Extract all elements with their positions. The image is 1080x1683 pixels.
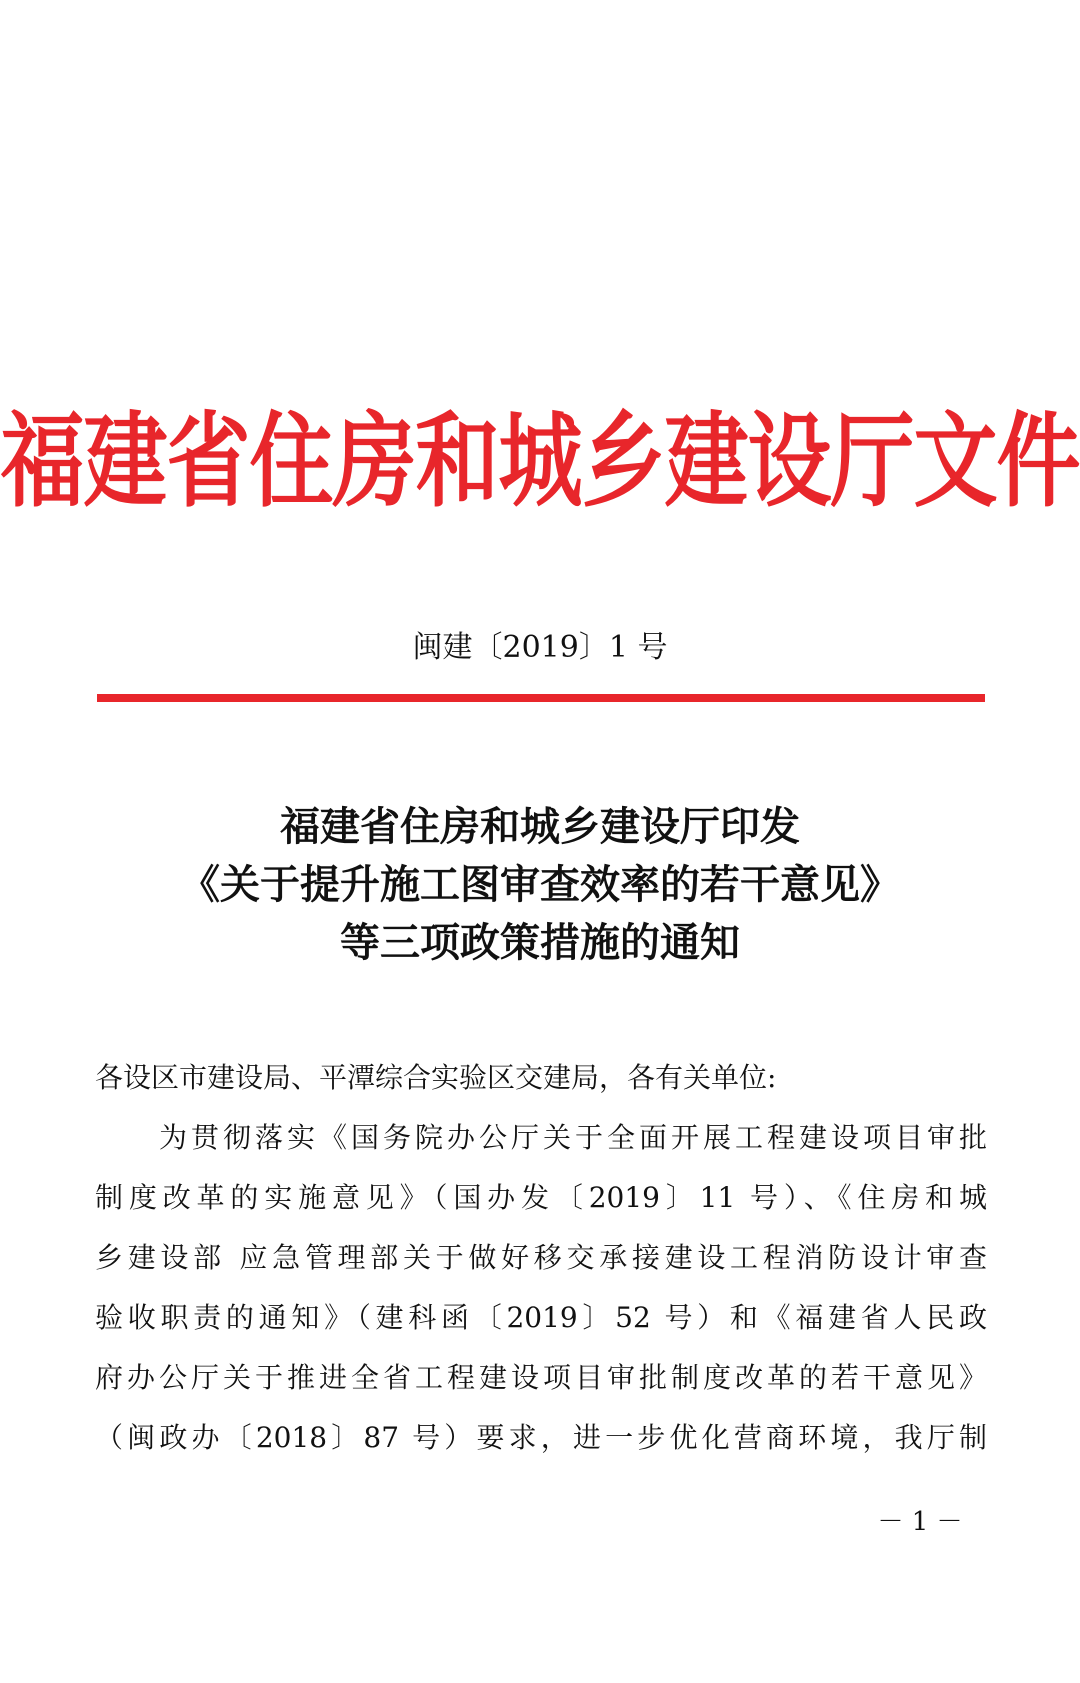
body-text	[95, 1048, 987, 1468]
title-line-2: 《关于提升施工图审查效率的若干意见》	[180, 861, 900, 908]
body-line: 为贯彻落实《国务院办公厅关于全面开展工程建设项目审批	[159, 1121, 987, 1154]
notice-title	[0, 798, 1080, 972]
title-line-1: 福建省住房和城乡建设厅印发	[280, 803, 800, 850]
document-number: 闽建〔2019〕1 号	[412, 630, 668, 665]
title-line-3: 等三项政策措施的通知	[340, 919, 740, 966]
salutation-line: 各设区市建设局、平潭综合实验区交建局，各有关单位:	[95, 1061, 777, 1094]
body-line: 府办公厅关于推进全省工程建设项目审批制度改革的若干意见》	[95, 1361, 987, 1394]
red-divider-line	[97, 694, 985, 702]
masthead-title: 福建省住房和城乡建设厅文件	[0, 400, 1080, 521]
body-line: 制度改革的实施意见》（国办发〔2019〕11 号）、《住房和城	[95, 1181, 987, 1214]
body-line: 乡建设部 应急管理部关于做好移交承接建设工程消防设计审查	[95, 1241, 987, 1274]
body-line: 验收职责的通知》（建科函〔2019〕52 号）和《福建省人民政	[95, 1301, 987, 1334]
page-number: － 1 －	[877, 1507, 963, 1537]
body-line: （闽政办〔2018〕87 号）要求，进一步优化营商环境，我厅制	[95, 1421, 987, 1454]
